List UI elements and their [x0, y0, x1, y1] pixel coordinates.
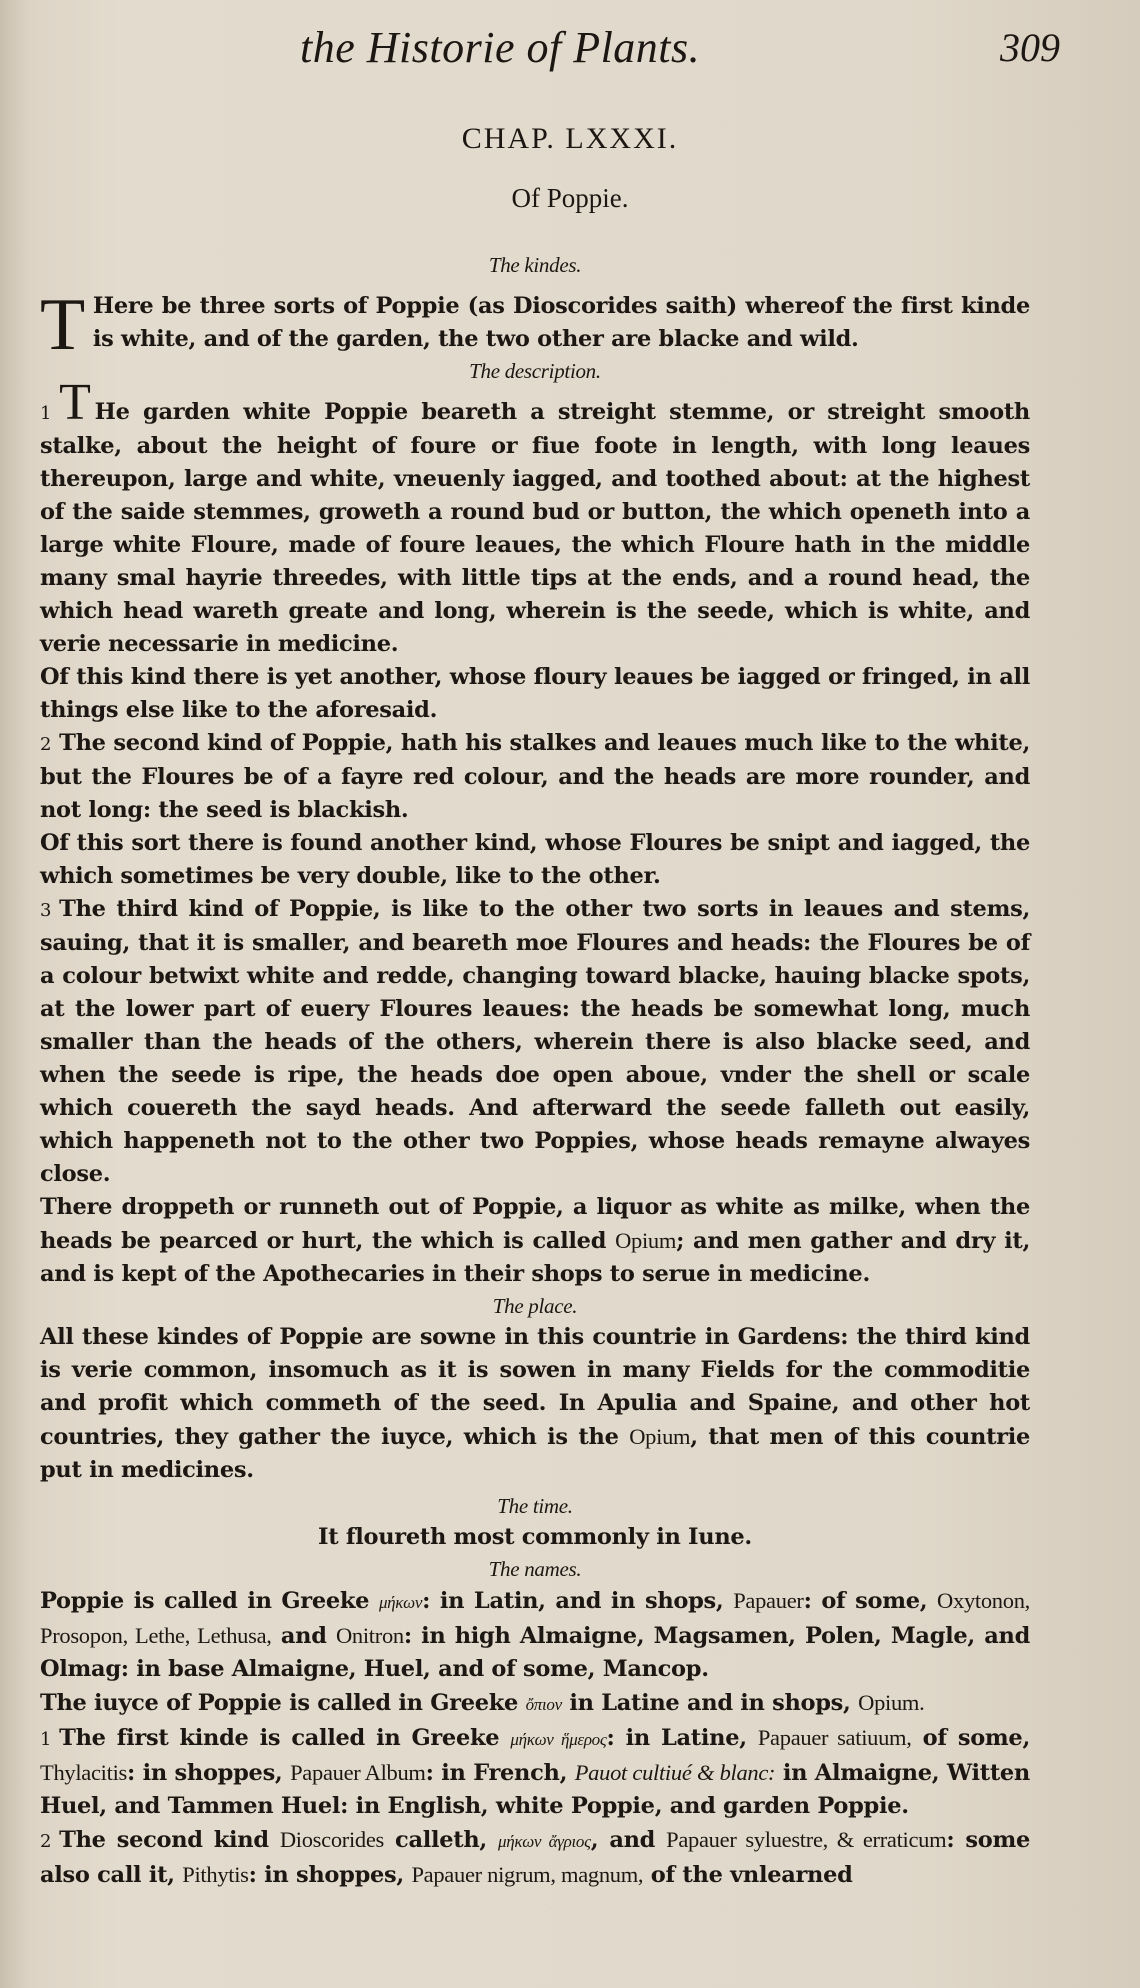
names-text: of some, [911, 1725, 1030, 1751]
latin-term: Pithytis [182, 1862, 249, 1887]
description-text-5: The third kind of Poppie, is like to the other two sorts in leaues and stems, sauing, that it is smaller, and beareth moe Floures and heads: the Floures be of a colour betwixt white and redde, changing toward blacke, hauing blacke spots, at the lower part of euery Floures leaues: the heads be somewhat long, much smaller than the heads of the others, wherein there is also blacke seed, and when the seede is ripe, the heads doe open aboue, vnder the shell or scale which couereth the sayd heads. And afterward the seede falleth out easily, which happeneth not to the other two Poppies, whose heads remayne alwayes close. [40, 896, 1030, 1187]
latin-term: Papauer nigrum, magnum, [411, 1862, 644, 1887]
section-heading-description: The description. [469, 359, 601, 383]
names-text: , and [590, 1827, 667, 1853]
names-paragraph-4 [40, 1823, 1030, 1892]
names-text: calleth, [384, 1827, 498, 1853]
latin-term: Papauer Album [290, 1760, 426, 1785]
paragraph-number: 3 [40, 900, 52, 921]
time-paragraph: It floureth most commonly in Iune. [318, 1524, 752, 1550]
names-text: : in Latine, [606, 1725, 758, 1751]
description-paragraph-2: Of this kind there is yet another, whose floury leaues be iagged or fringed, in all things else like to the aforesaid. [40, 664, 1030, 723]
greek-term: ὄπιον [525, 1695, 562, 1714]
description-text-1: He garden white Poppie beareth a streight stemme, or streight smooth stalke, about the height of foure or fiue foote in length, with long leaues thereupon, large and white, vneuenly iagged, and toothed about: at the highest of the saide stemmes, groweth a round bud or button, the which openeth into a large white Floure, made of foure leaues, the which Floure hath in the middle many smal hayrie threedes, with little tips at the ends, and a round head, the which head wareth greate and long, wherein is the seede, which is white, and verie necessarie in medicine. [40, 399, 1030, 657]
greek-term: μήκων ἥμερος [510, 1730, 607, 1749]
description-text-3: The second kind of Poppie, hath his stalkes and leaues much like to the white, but the Floures be of a fayre red colour, and the heads are more rounder, and not long: the seed is blackish. [40, 730, 1030, 823]
place-text-a: All these kindes of Poppie are sowne in this countrie in Gardens: the third kind is verie common, insomuch as it is sowen in many Fields for the commoditie and profit which commeth of the seed. In Apulia and Spaine, and other hot countries, they gather the iuyce, which is the [40, 1324, 1030, 1450]
names-text: The first kinde is called in Greeke [59, 1725, 511, 1751]
names-text: in Latine and in shops, [561, 1690, 859, 1716]
kindes-paragraph [40, 284, 1030, 366]
place-text-b: , that men of this countrie put in medicines. [40, 1424, 1030, 1483]
opium-term: Opium [629, 1424, 691, 1449]
names-text: : in shoppes, [248, 1862, 412, 1888]
paragraph-number: 2 [40, 1831, 52, 1852]
latin-term: Oxytonon, Prosopon, Lethe, Lethusa, [40, 1588, 1030, 1648]
names-text: : in Latin, and in shops, [422, 1588, 734, 1614]
latin-term: Onitron [335, 1623, 404, 1648]
names-text: : in French, [425, 1760, 575, 1786]
description-paragraph-6 [40, 1191, 1030, 1291]
opium-term: Opium [615, 1228, 677, 1253]
section-heading-names: The names. [488, 1557, 582, 1581]
names-paragraph-3 [40, 1721, 1030, 1823]
names-text: Poppie is called in Greeke [40, 1588, 379, 1614]
names-text: in Almaigne, Witten Huel, and Tammen Huel: in English, white Poppie, and garden Poppie. [40, 1760, 1030, 1819]
names-paragraph-1 [40, 1584, 1030, 1686]
description-text-6b: ; and men gather and dry it, and is kept of the Apothecaries in their shops to serue in medicine. [40, 1228, 1030, 1287]
greek-term: μήκων [378, 1593, 423, 1612]
description-paragraph-3 [40, 727, 1030, 827]
latin-term: Thylacitis [40, 1760, 127, 1785]
section-heading-kindes: The kindes. [488, 253, 582, 277]
names-text: of the vnlearned [643, 1862, 853, 1888]
description-text-6a: There droppeth or runneth out of Poppie, a liquor as white as milke, when the heads be pearced or hurt, the which is called [40, 1194, 1030, 1254]
names-text: The iuyce of Poppie is called in Greeke [40, 1690, 526, 1716]
paragraph-number: 1 [40, 1729, 52, 1750]
latin-term: Opium. [858, 1690, 925, 1715]
paragraph-number: 1 [40, 403, 52, 424]
names-text: : in shoppes, [126, 1760, 291, 1786]
section-heading-place: The place. [492, 1294, 578, 1318]
latin-term: Dioscorides [279, 1827, 385, 1852]
chapter-heading: CHAP. LXXXI. [461, 122, 679, 155]
drop-capital: T [59, 374, 91, 431]
names-text: The second kind [59, 1827, 280, 1853]
latin-term: Papauer syluestre, & erraticum [666, 1827, 947, 1852]
names-paragraph-2 [40, 1686, 1030, 1721]
names-text: and [271, 1623, 336, 1649]
section-heading-time: The time. [497, 1494, 573, 1518]
latin-term: Papauer [733, 1588, 804, 1613]
greek-term: μήκων ἄγριος [497, 1832, 591, 1851]
description-paragraph-1 [40, 374, 1030, 661]
french-term: Pauot cultiué & blanc: [574, 1760, 776, 1785]
description-paragraph-5 [40, 893, 1030, 1191]
place-paragraph [40, 1321, 1030, 1487]
page-header [300, 22, 1060, 82]
chapter-title: Of Poppie. [511, 183, 629, 213]
latin-term: Papauer satiuum, [757, 1725, 912, 1750]
names-text: : of some, [803, 1588, 938, 1614]
running-title: the Historie of Plants. [300, 23, 701, 72]
names-text: : some also call it, [40, 1827, 1030, 1888]
drop-capital: T [40, 284, 85, 366]
paragraph-number: 2 [40, 734, 52, 755]
description-paragraph-4: Of this sort there is found another kind, whose Floures be snipt and iagged, the which sometimes be very double, like to the other. [40, 830, 1030, 889]
names-text: : in high Almaigne, Magsamen, Polen, Magle, and Olmag: in base Almaigne, Huel, and of some, Mancop. [40, 1623, 1030, 1682]
kindes-text: Here be three sorts of Poppie (as Dioscorides saith) whereof the first kinde is white, and of the garden, the two other are blacke and wild. [92, 293, 1030, 352]
page-number: 309 [1000, 25, 1060, 70]
body-text [40, 250, 1030, 1892]
